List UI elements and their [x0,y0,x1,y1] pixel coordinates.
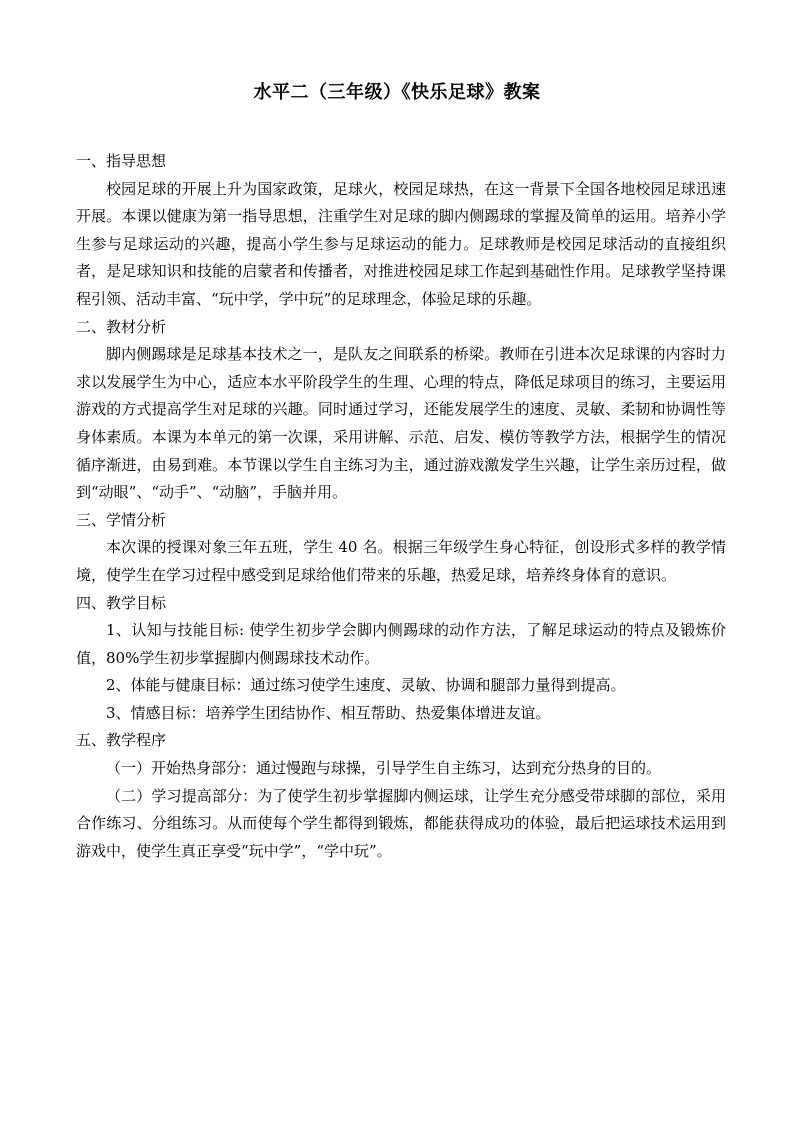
document-body [76,148,726,865]
paragraph-goal-emotion: 3、情感目标：培养学生团结协作、相互帮助、热爱集体增进友谊。 [106,703,551,722]
paragraph-guiding-ideology: 校园足球的开展上升为国家政策，足球火，校园足球热，在这一背景下全国各地校园足球迅速开展。本课以健康为第一指导思想，注重学生对足球的脚内侧踢球的掌握及简单的运用。培养小学生参与足球运动的兴趣，提高小学生参与足球运动的能力。足球教师是校园足球活动的直接组织者，是足球知识和技能的启蒙者和传播者，对推进校园足球工作起到基础性作用。足球教学坚持课程引领、活动丰富、“玩中学，学中玩”的足球理念，体验足球的乐趣。 [76,179,726,308]
paragraph-goal-cognition-skill: 1、认知与技能目标: 使学生初步学会脚内侧踢球的动作方法，了解足球运动的特点及锻炼价值，80%学生初步掌握脚内侧踢球技术动作。 [76,621,726,667]
paragraph-student-analysis: 本次课的授课对象三年五班，学生 40 名。根据三年级学生身心特征，创设形式多样的教学情境，使学生在学习过程中感受到足球给他们带来的乐趣，热爱足球，培养终身体育的意识。 [76,538,726,584]
section-heading-student-analysis: 三、学情分析 [76,510,167,529]
paragraph-goal-fitness-health: 2、体能与健康目标：通过练习使学生速度、灵敏、协调和腿部力量得到提高。 [106,676,626,695]
section-heading-teaching-goals: 四、教学目标 [76,593,167,612]
section-heading-guiding-ideology: 一、指导思想 [76,152,167,170]
paragraph-procedure-warmup: （一）开始热身部分：通过慢跑与球操，引导学生自主练习，达到充分热身的目的。 [106,759,662,778]
paragraph-procedure-learning: （二）学习提高部分：为了使学生初步掌握脚内侧运球，让学生充分感受带球脚的部位，采用合作练习、分组练习。从而使每个学生都得到锻炼，都能获得成功的体验，最后把运球技术运用到游戏中，使学生真正享受“玩中学”，“学中玩”。 [76,786,726,860]
section-heading-material-analysis: 二、教材分析 [76,317,167,336]
section-heading-teaching-procedure: 五、教学程序 [76,731,167,750]
paragraph-material-analysis: 脚内侧踢球是足球基本技术之一，是队友之间联系的桥梁。教师在引进本次足球课的内容时力求以发展学生为中心，适应本水平阶段学生的生理、心理的特点，降低足球项目的练习，主要运用游戏的方式提高学生对足球的兴趣。同时通过学习，还能发展学生的速度、灵敏、柔韧和协调性等身体素质。本课为本单元的第一次课，采用讲解、示范、启发、模仿等教学方法，根据学生的情况循序渐进，由易到难。本节课以学生自主练习为主，通过游戏激发学生兴趣，让学生亲历过程，做到“动眼”、“动手”、“动脑”，手脑并用。 [76,345,726,502]
document-title: 水平二（三年级）《快乐足球》教案 [253,82,541,103]
